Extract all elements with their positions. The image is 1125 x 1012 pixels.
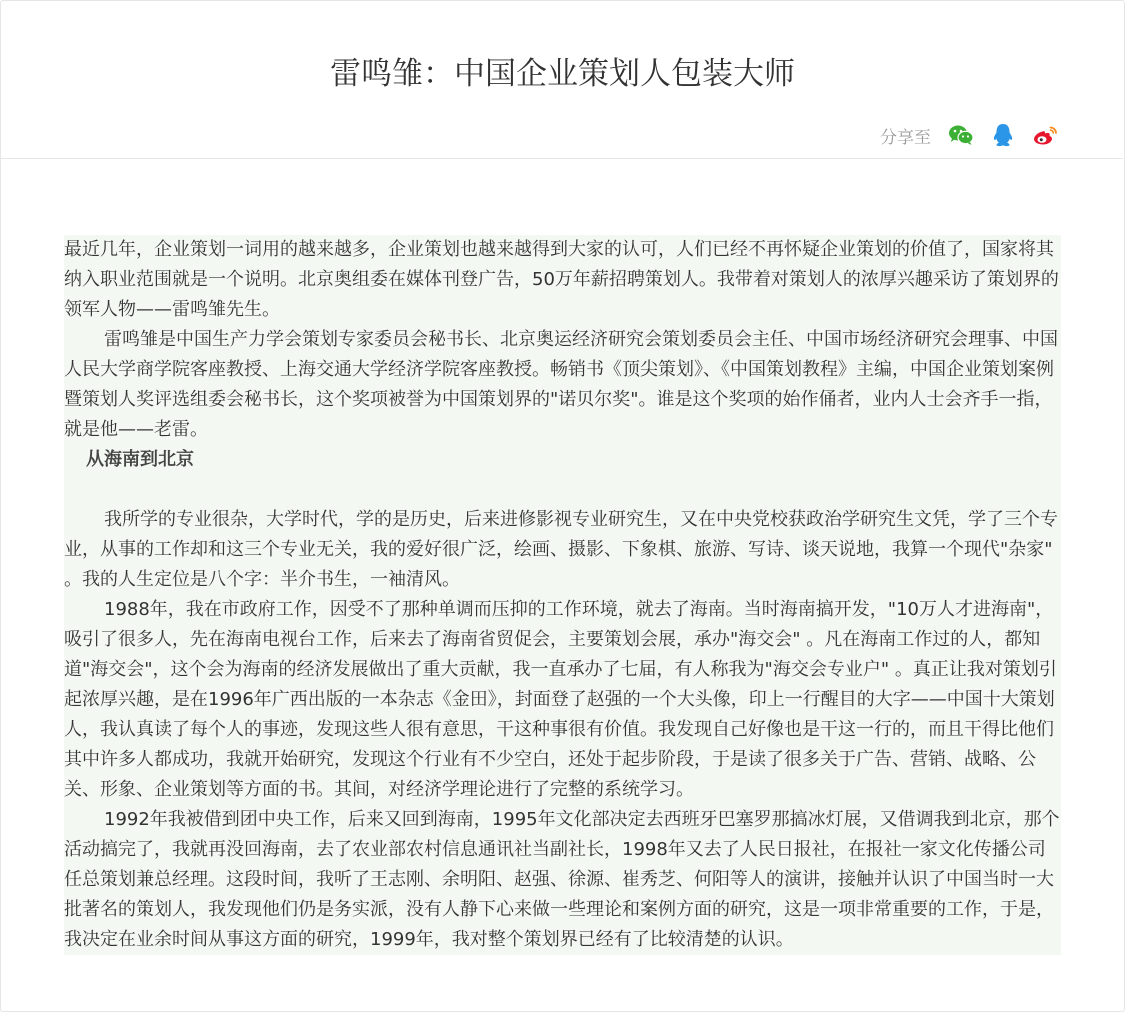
article-header bbox=[0, 0, 1123, 159]
wechat-icon[interactable] bbox=[947, 121, 975, 149]
share-bar bbox=[880, 120, 1059, 150]
spacer bbox=[64, 475, 1061, 505]
share-label: 分享至 bbox=[880, 127, 931, 148]
section-heading: 从海南到北京 bbox=[86, 449, 194, 470]
paragraph: 1992年我被借到团中央工作，后来又回到海南，1995年文化部决定去西班牙巴塞罗那搞冰灯展，又借调我到北京，那个活动搞完了，我就再没回海南，去了农业部农村信息通讯社当副社长，1998年又去了人民日报社，在报社一家文化传播公司任总策划兼总经理。这段时间，我听了王志刚、余明阳、赵强、徐源、崔秀芝、何阳等人的演讲，接触并认识了中国当时一大批著名的策划人，我发现他们仍是务实派，没有人静下心来做一些理论和案例方面的研究，这是一项非常重要的工作，于是，我决定在业余时间从事这方面的研究，1999年，我对整个策划界已经有了比较清楚的认识。 bbox=[64, 809, 1060, 950]
paragraph: 最近几年，企业策划一词用的越来越多，企业策划也越来越得到大家的认可，人们已经不再怀疑企业策划的价值了，国家将其纳入职业范围就是一个说明。北京奥组委在媒体刊登广告，50万年薪招聘策划人。我带着对策划人的浓厚兴趣采访了策划界的领军人物——雷鸣雏先生。 bbox=[64, 239, 1059, 320]
paragraph: 1988年，我在市政府工作，因受不了那种单调而压抑的工作环境，就去了海南。当时海南搞开发，"10万人才进海南"，吸引了很多人，先在海南电视台工作，后来去了海南省贸促会，主要策划会展，承办"海交会" 。凡在海南工作过的人，都知道"海交会"，这个会为海南的经济发展做出了重大贡献，我一直承办了七届，有人称我为"海交会专业户" 。真正让我对策划引起浓厚兴趣，是在1996年广西出版的一本杂志《金田》，封面登了赵强的一个大头像，印上一行醒目的大字——中国十大策划人，我认真读了每个人的事迹，发现这些人很有意思，干这种事很有价值。我发现自己好像也是干这一行的，而且干得比他们其中许多人都成功，我就开始研究，发现这个行业有不少空白，还处于起步阶段，于是读了很多关于广告、营销、战略、公关、形象、企业策划等方面的书。其间，对经济学理论进行了完整的系统学习。 bbox=[64, 599, 1057, 800]
qq-icon[interactable] bbox=[989, 121, 1017, 149]
article-body bbox=[64, 235, 1061, 955]
paragraph: 我所学的专业很杂，大学时代，学的是历史，后来进修影视专业研究生，又在中央党校获政治学研究生文凭，学了三个专业，从事的工作却和这三个专业无关，我的爱好很广泛，绘画、摄影、下象棋、旅游、写诗、谈天说地，我算一个现代"杂家" 。我的人生定位是八个字：半介书生，一袖清风。 bbox=[64, 509, 1058, 590]
paragraph: 雷鸣雏是中国生产力学会策划专家委员会秘书长、北京奥运经济研究会策划委员会主任、中国市场经济研究会理事、中国人民大学商学院客座教授、上海交通大学经济学院客座教授。畅销书《顶尖策划》、《中国策划教程》主编，中国企业策划案例暨策划人奖评选组委会秘书长，这个奖项被誉为中国策划界的"诺贝尔奖"。谁是这个奖项的始作俑者，业内人士会齐手一指，就是他——老雷。 bbox=[64, 329, 1058, 440]
weibo-icon[interactable] bbox=[1031, 121, 1059, 149]
article-title: 雷鸣雏：中国企业策划人包装大师 bbox=[330, 56, 795, 92]
